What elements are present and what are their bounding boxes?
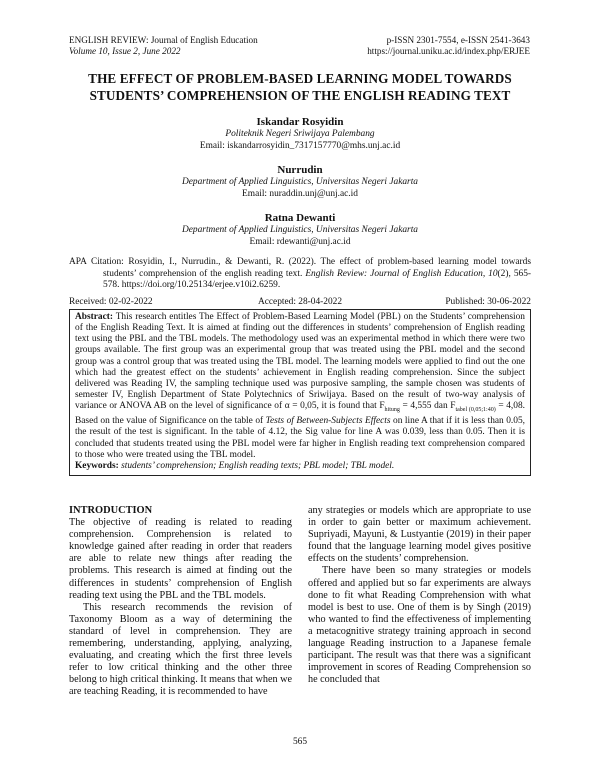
abstract-box — [69, 309, 531, 476]
author-email[interactable]: Email: nuraddin.unj@unj.ac.id — [242, 188, 358, 199]
journal-name: ENGLISH REVIEW: Journal of English Education — [69, 35, 258, 45]
accepted-date: Accepted: 28-04-2022 — [257, 297, 343, 307]
title-line: STUDENTS’ COMPREHENSION OF THE ENGLISH READING TEXT — [89, 88, 511, 103]
author-block — [60, 211, 540, 248]
title-line: THE EFFECT OF PROBLEM-BASED LEARNING MODEL TOWARDS — [88, 71, 512, 86]
issue-info: Volume 10, Issue 2, June 2022 — [69, 46, 181, 56]
abstract-text: Abstract: This research entitles The Effect of Problem-Based Learning Model (PBL) on the Students’ comprehension of the English Reading Text. It is aimed at finding out the differences in students’ comprehension of English reading text using the PBL and the TBL models. The methodology used was an experimental method in which there were two groups available. The first group was an experimental group that was treated using the PBL model and the second group was a control group that was treated using the TBL model. The learning models were applied to find out the one which had the greatest effect on the students’ achievement in English reading comprehension. Since the subject delivered was Reading IV, the sampling technique used was purposive sampling, the sample chosen was students of semester IV, English Department of State Polytechnics of Sriwijaya. Based on the result of two-way analysis of variance or ANOVA AB on the level of significance of α = 0,05, it is found that $F_{hitung} = 4,555$ dan $F_{tabel (0,05;1:40)} = 4,08$. Based on the value of Significance on the table of Tests of Between-Subjects Effects on line A that if it is less than 0.05, the result of the test is significant. In the table of 4.12, the Sig value for line A was 0.039, less than 0.05. Then it is concluded that students treated using the PBL model were far higher in English reading text comprehension compared to those who were treated using the TBL model. — [75, 312, 525, 460]
page-number: 565 — [292, 737, 308, 747]
paper-title — [60, 70, 540, 104]
running-header-left — [69, 35, 258, 57]
paragraph: The objective of reading is related to reading comprehension. Comprehension is related to knowledge gained after reading in order that readers are able to relate new things after reading the problems. This research is aimed at finding out the differences in students’ comprehension of English reading text using the PBL and the TBL models. — [69, 517, 292, 601]
author-name: Nurrudin — [277, 164, 323, 176]
paragraph: any strategies or models which are appropriate to use in order to gain better or maximum achievement. Supriyadi, Mayuni, & Lustyantie (2019) in their paper found that the language learning model gives positive effects on the students’ comprehension. — [308, 505, 531, 565]
paragraph: This research recommends the revision of Taxonomy Bloom as a way of determining the standard of level in comprehension. They are remembering, understanding, applying, analyzing, evaluating, and creating which the first three levels refer to low critical thinking and the other three belong to high critical thinking. It means that when we are teaching Reading, it is recommended to have — [69, 601, 292, 698]
body-column-left — [69, 505, 292, 699]
keywords-label: Keywords: — [75, 460, 119, 471]
published-date: Published: 30-06-2022 — [445, 297, 531, 307]
body-column-right — [308, 505, 531, 686]
author-name: Iskandar Rosyidin — [256, 116, 344, 128]
paragraph: There have been so many strategies or models offered and applied but so far experiments are always done to fit what Reading Comprehension with what model is best to use. One of them is by Singh (2019) who wanted to find the effectiveness of implementing a metacognitive strategy training approach in second language Reading instruction to a Japanese female participant. The result was that there was a significant improvement in scores of Reading Comprehension so he concluded that — [308, 565, 531, 686]
section-heading: INTRODUCTION — [69, 505, 153, 516]
author-affiliation: Politeknik Negeri Sriwijaya Palembang — [225, 129, 375, 139]
citation-journal: English Review: Journal of English Education, 10 — [305, 268, 498, 279]
citation-text: APA Citation: Rosyidin, I., Nurrudin., & Dewanti, R. (2022). The effect of problem-based learning model towards students’ comprehension of the english reading text. — [69, 257, 531, 279]
citation-doi[interactable]: (2), 565-578. https://doi.org/10.25134/erjee.v10i2.6259. — [103, 268, 532, 290]
apa-citation — [69, 257, 531, 292]
author-affiliation: Department of Applied Linguistics, Universitas Negeri Jakarta — [181, 225, 418, 235]
author-block — [60, 115, 540, 152]
author-email[interactable]: Email: rdewanti@unj.ac.id — [249, 236, 351, 247]
issn-info: p-ISSN 2301-7554, e-ISSN 2541-3643 — [386, 35, 530, 45]
author-block — [60, 163, 540, 200]
author-affiliation: Department of Applied Linguistics, Universitas Negeri Jakarta — [181, 177, 418, 187]
keywords: Keywords: students’ comprehension; English reading texts; PBL model; TBL model. — [75, 460, 395, 471]
running-header-right — [367, 35, 530, 57]
received-date: Received: 02-02-2022 — [69, 297, 153, 307]
journal-url[interactable]: https://journal.uniku.ac.id/index.php/ERJEE — [367, 46, 530, 56]
abstract-label: Abstract: — [75, 312, 114, 322]
article-dates — [69, 297, 531, 309]
author-email[interactable]: Email: iskandarrosyidin_7317157770@mhs.unj.ac.id — [199, 140, 401, 151]
author-name: Ratna Dewanti — [264, 212, 336, 224]
